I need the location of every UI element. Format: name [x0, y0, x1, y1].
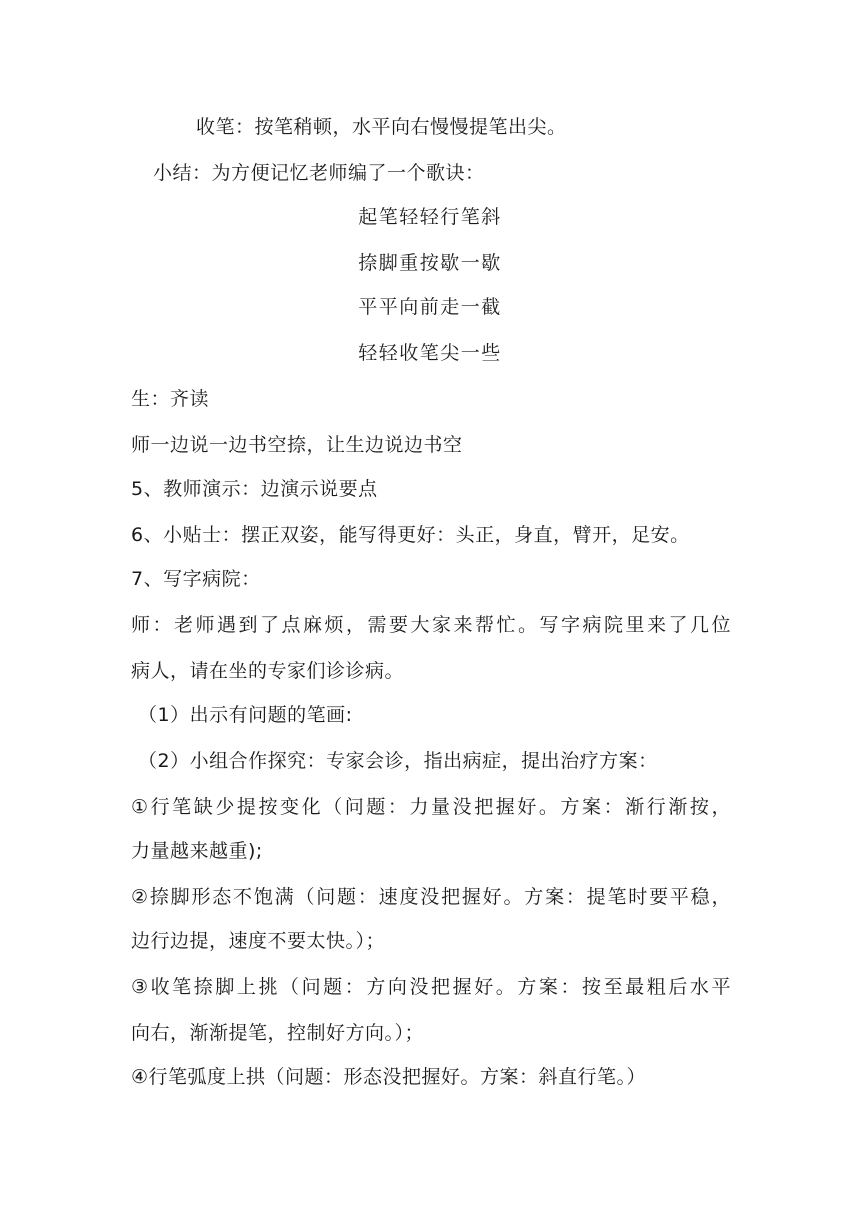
text-line-diagnosis-4: ④行笔弧度上拱（问题：形态没把握好。方案：斜直行笔。） [131, 1066, 647, 1088]
verse-line-1: 起笔轻轻行笔斜 [358, 206, 502, 228]
text-line-diagnosis-2a: ②捺脚形态不饱满（问题：速度没把握好。方案：提笔时要平稳， [131, 886, 731, 908]
text-line-diagnosis-3a: ③收笔捺脚上挑（问题：方向没把握好。方案：按至最粗后水平 [131, 976, 731, 998]
text-line-teacher-trouble: 师：老师遇到了点麻烦，需要大家来帮忙。写字病院里来了几位 [131, 614, 731, 636]
text-line-diagnosis-1b: 力量越来越重); [131, 840, 263, 862]
text-line-item-7: 7、写字病院： [131, 568, 261, 590]
text-line-student-read: 生：齐读 [131, 388, 210, 410]
text-line-diagnosis-2b: 边行边提，速度不要太快。）； [131, 930, 386, 952]
text-line-sub-2: （2）小组合作探究：专家会诊，指出病症，提出治疗方案： [138, 750, 658, 772]
text-line-sub-1: （1）出示有问题的笔画: [138, 704, 353, 726]
text-line-diagnosis-1a: ①行笔缺少提按变化（问题：力量没把握好。方案：渐行渐按， [131, 796, 731, 818]
text-line-item-5: 5、教师演示：边演示说要点 [131, 478, 378, 500]
verse-line-3: 平平向前走一截 [358, 296, 502, 318]
text-line-diagnosis-3b: 向右，渐渐提笔，控制好方向。）； [131, 1022, 425, 1044]
text-line-patients: 病人，请在坐的专家们诊诊病。 [131, 660, 405, 682]
text-line-teacher-demo-air: 师一边说一边书空捺，让生边说边书空 [131, 434, 463, 456]
text-line-shoubi: 收笔：按笔稍顿，水平向右慢慢提笔出尖。 [196, 116, 567, 138]
text-line-summary: 小结：为方便记忆老师编了一个歌诀： [153, 162, 485, 184]
text-line-item-6: 6、小贴士：摆正双姿，能写得更好：头正，身直，臂开，足安。 [131, 524, 690, 546]
verse-line-4: 轻轻收笔尖一些 [358, 342, 502, 364]
verse-line-2: 捺脚重按歇一歇 [358, 252, 502, 274]
